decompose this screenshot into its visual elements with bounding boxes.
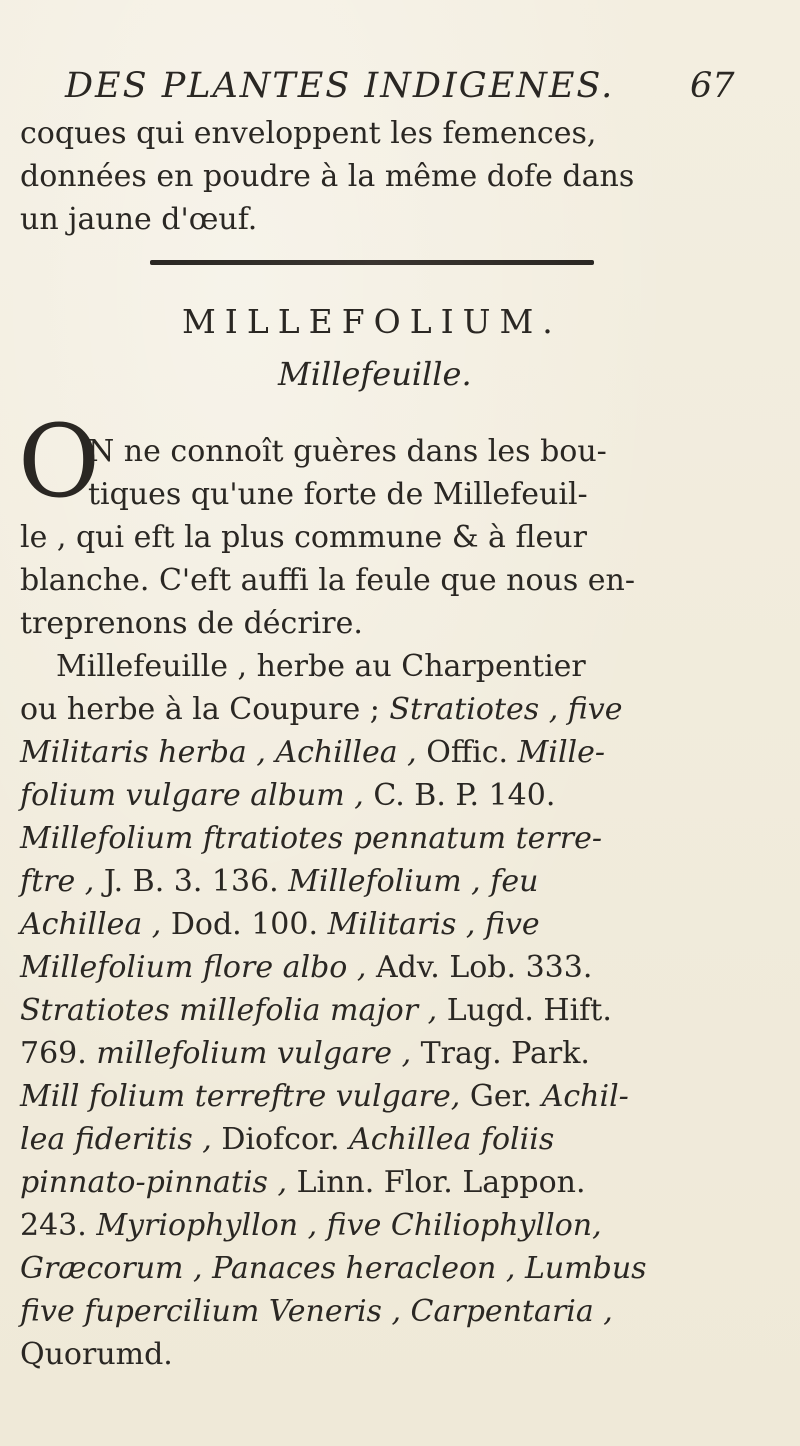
text-run-italic: Mille- [517, 735, 606, 770]
paragraph2-line-9 [20, 991, 612, 1031]
paragraph2-line-13 [20, 1163, 586, 1203]
page-number: 67 [690, 66, 735, 106]
section-subtitle: Millefeuille. [278, 355, 472, 393]
text-run-italic: Millefolium flore albo , [20, 950, 376, 985]
text-run-italic: Mill folium terreftre vulgare, [20, 1079, 470, 1114]
text-run: Lugd. Hift. [446, 993, 612, 1028]
paragraph2-line-6 [20, 862, 538, 902]
text-run-italic: folium vulgare album , [20, 778, 374, 813]
text-run-italic: Græcorum , Panaces heracleon , Lumbus [20, 1251, 647, 1286]
text-run-italic: Millefolium ftratiotes pennatum terre- [20, 821, 602, 856]
text-run-italic: Militaris , five [327, 907, 540, 942]
text-run-italic: Achillea , [20, 907, 171, 942]
text-run-italic: Achillea foliis [349, 1122, 555, 1157]
intro-line-2: données en poudre à la même dofe dans [20, 159, 635, 194]
text-run: Diofcor. [221, 1122, 350, 1157]
text-run: Adv. Lob. 333. [375, 950, 593, 985]
drop-cap: O [18, 403, 100, 520]
paragraph1-line-2: tiques qu'une forte de Millefeuil- [88, 477, 588, 512]
paragraph2-line-2 [20, 690, 622, 730]
paragraph1-line-5: treprenons de décrire. [20, 606, 363, 641]
paragraph2-line-14 [20, 1206, 602, 1246]
text-run: Offic. [426, 735, 518, 770]
text-run-italic: Achil- [541, 1079, 629, 1114]
text-run-italic: Myriophyllon , five Chiliophyllon, [96, 1208, 602, 1243]
running-header [65, 66, 745, 116]
text-run-italic: Stratiotes , five [389, 692, 623, 727]
paragraph1-line-3: le , qui eft la plus commune & à fleur [20, 520, 587, 555]
text-run-italic: ftre , [20, 864, 104, 899]
text-run: Millefeuille , herbe au Charpentier [56, 649, 586, 684]
intro-line-1: coques qui enveloppent les femences, [20, 116, 597, 151]
paragraph2-line-5 [20, 819, 602, 859]
text-run-italic: pinnato-pinnatis , [20, 1165, 297, 1200]
text-run: 243. [20, 1208, 97, 1243]
section-divider [150, 260, 594, 265]
paragraph2-line-11 [20, 1077, 629, 1117]
paragraph2-line-3 [20, 733, 605, 773]
text-run-italic: Militaris herba , Achillea , [20, 735, 427, 770]
text-run: Dod. 100. [170, 907, 328, 942]
text-run-italic: Millefolium , feu [288, 864, 539, 899]
text-run: Trag. Park. [420, 1036, 590, 1071]
paragraph2-line-8 [20, 948, 592, 988]
paragraph1-line-1: N ne connoît guères dans les bou- [88, 434, 607, 469]
text-run: C. B. P. 140. [373, 778, 556, 813]
text-run-italic: lea fideritis , [20, 1122, 222, 1157]
intro-line-3: un jaune d'œuf. [20, 202, 258, 237]
text-run: Quorumd. [20, 1337, 173, 1372]
paragraph2-line-4 [20, 776, 555, 816]
text-run: Linn. Flor. Lappon. [296, 1165, 586, 1200]
paragraph2-line-1 [56, 647, 586, 687]
text-run: J. B. 3. 136. [103, 864, 289, 899]
running-title: DES PLANTES INDIGENES. [65, 66, 615, 106]
paragraph2-line-17 [20, 1335, 173, 1375]
paragraph2-line-12 [20, 1120, 554, 1160]
section-title: MILLEFOLIUM. [182, 302, 562, 341]
paragraph1-line-4: blanche. C'eft auffi la feule que nous en- [20, 563, 635, 598]
text-run: 769. [20, 1036, 97, 1071]
paragraph2-line-10 [20, 1034, 590, 1074]
text-run: ou herbe à la Coupure ; [20, 692, 390, 727]
text-run-italic: five fupercilium Veneris , Carpentaria , [20, 1294, 613, 1329]
text-run-italic: millefolium vulgare , [96, 1036, 421, 1071]
paragraph2-line-7 [20, 905, 540, 945]
text-run: Ger. [469, 1079, 542, 1114]
paragraph2-line-16 [20, 1292, 613, 1332]
paragraph2-line-15 [20, 1249, 647, 1289]
text-run-italic: Stratiotes millefolia major , [20, 993, 447, 1028]
